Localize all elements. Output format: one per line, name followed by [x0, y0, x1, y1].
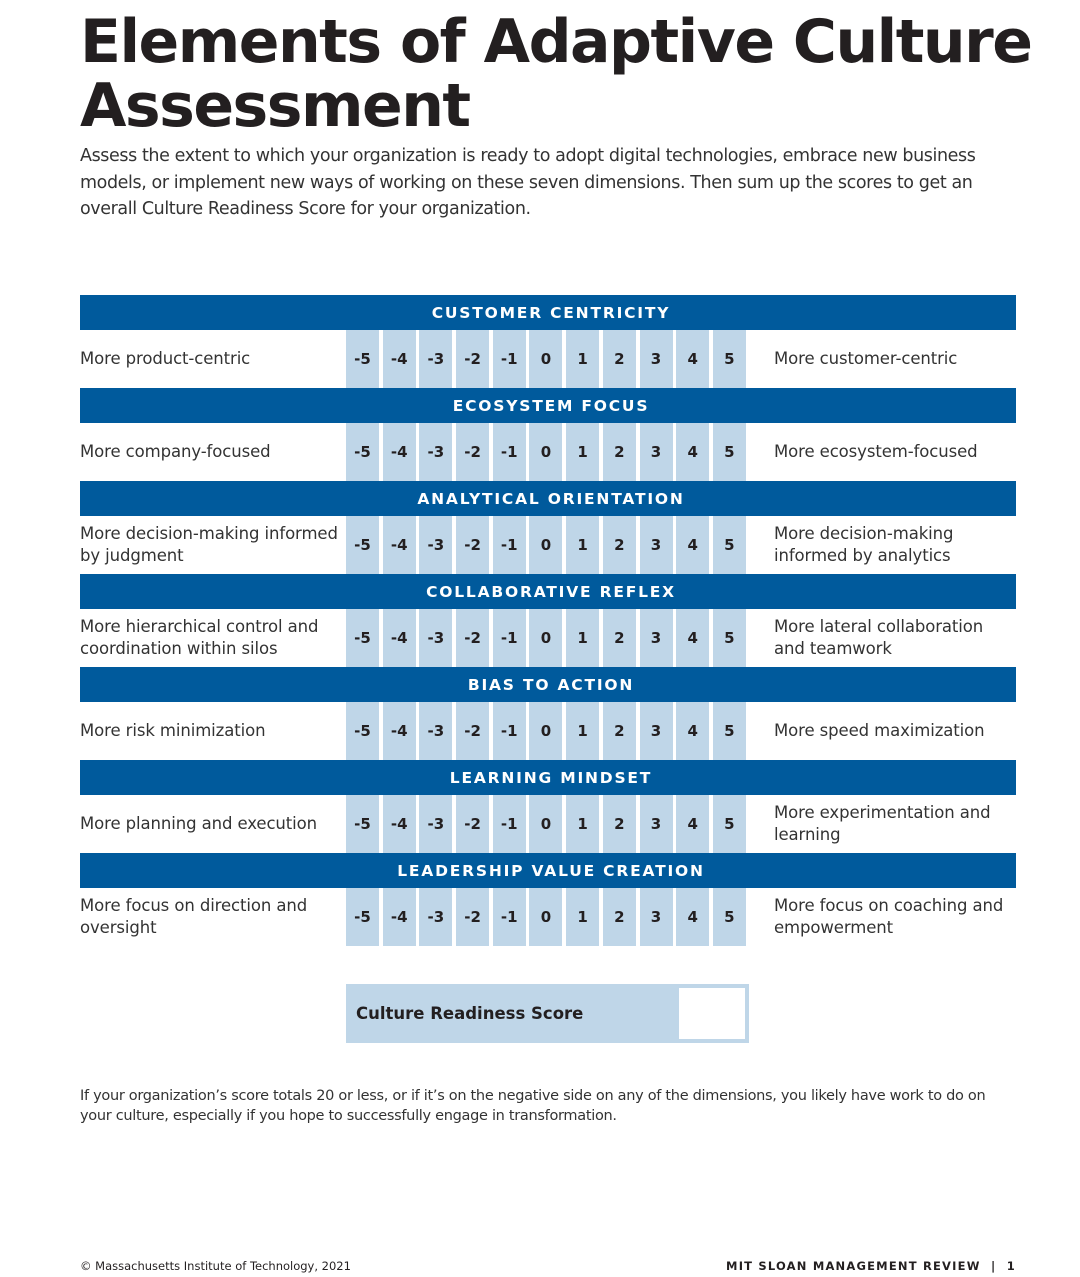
rating-option[interactable]: 1 — [566, 330, 599, 388]
publication-page: MIT SLOAN MANAGEMENT REVIEW | 1 — [726, 1259, 1016, 1273]
left-pole-label: More focus on direction and oversight — [80, 896, 308, 937]
rating-option[interactable]: -1 — [493, 330, 526, 388]
rating-option[interactable]: 0 — [529, 423, 562, 481]
rating-scale — [346, 423, 749, 481]
right-pole-label: More speed maximization — [774, 721, 985, 740]
rating-option[interactable]: -4 — [383, 795, 416, 853]
score-input-field[interactable] — [679, 988, 745, 1039]
rating-option[interactable]: 4 — [676, 795, 709, 853]
rating-option[interactable]: -3 — [419, 702, 452, 760]
dimension-row — [80, 516, 1016, 574]
rating-option[interactable]: 0 — [529, 702, 562, 760]
rating-scale — [346, 795, 749, 853]
rating-option[interactable]: -1 — [493, 516, 526, 574]
right-pole-label: More customer-centric — [774, 349, 958, 368]
score-note: If your organization’s score totals 20 or less, or if it’s on the negative side on any of the dimensions, you likely have work to do on your culture, especially if you hope to successfully engage in transformation. — [80, 1088, 986, 1124]
dimension-row — [80, 609, 1016, 667]
rating-option[interactable]: -5 — [346, 702, 379, 760]
rating-option[interactable]: 3 — [640, 888, 673, 946]
dimension-header: LEARNING MINDSET — [80, 760, 1016, 795]
rating-option[interactable]: 3 — [640, 702, 673, 760]
rating-scale — [346, 609, 749, 667]
rating-option[interactable]: 5 — [713, 423, 746, 481]
rating-option[interactable]: -3 — [419, 423, 452, 481]
rating-option[interactable]: 2 — [603, 888, 636, 946]
rating-option[interactable]: -5 — [346, 888, 379, 946]
rating-option[interactable]: 5 — [713, 795, 746, 853]
rating-option[interactable]: -4 — [383, 516, 416, 574]
rating-option[interactable]: 4 — [676, 516, 709, 574]
rating-option[interactable]: -2 — [456, 609, 489, 667]
rating-option[interactable]: 1 — [566, 516, 599, 574]
rating-option[interactable]: -2 — [456, 330, 489, 388]
rating-option[interactable]: -5 — [346, 330, 379, 388]
dimension-header: LEADERSHIP VALUE CREATION — [80, 853, 1016, 888]
left-pole-label: More risk minimization — [80, 721, 266, 740]
rating-option[interactable]: -5 — [346, 609, 379, 667]
rating-option[interactable]: 2 — [603, 516, 636, 574]
page-title: Elements of Adaptive Culture Assessment — [80, 7, 1032, 141]
rating-option[interactable]: 1 — [566, 888, 599, 946]
rating-option[interactable]: -5 — [346, 423, 379, 481]
rating-option[interactable]: 2 — [603, 423, 636, 481]
rating-option[interactable]: 3 — [640, 516, 673, 574]
rating-option[interactable]: 4 — [676, 330, 709, 388]
rating-option[interactable]: -1 — [493, 888, 526, 946]
rating-option[interactable]: -4 — [383, 330, 416, 388]
rating-option[interactable]: -4 — [383, 888, 416, 946]
rating-scale — [346, 516, 749, 574]
rating-option[interactable]: 1 — [566, 423, 599, 481]
rating-option[interactable]: 0 — [529, 795, 562, 853]
rating-option[interactable]: -1 — [493, 423, 526, 481]
right-pole-label: More focus on coaching and empowerment — [774, 896, 1004, 937]
dimension-header: ANALYTICAL ORIENTATION — [80, 481, 1016, 516]
left-pole-label: More company-focused — [80, 442, 271, 461]
rating-option[interactable]: -2 — [456, 795, 489, 853]
rating-option[interactable]: 2 — [603, 795, 636, 853]
left-pole-label: More decision-making informed by judgment — [80, 524, 338, 565]
rating-scale — [346, 888, 749, 946]
rating-scale — [346, 330, 749, 388]
rating-option[interactable]: -1 — [493, 702, 526, 760]
rating-option[interactable]: 0 — [529, 888, 562, 946]
dimension-row — [80, 888, 1016, 946]
copyright: © Massachusetts Institute of Technology, 2021 — [80, 1259, 351, 1273]
dimension-header: COLLABORATIVE REFLEX — [80, 574, 1016, 609]
dimension-row — [80, 702, 1016, 760]
rating-option[interactable]: -1 — [493, 609, 526, 667]
right-pole-label: More experimentation and learning — [774, 803, 991, 844]
left-pole-label: More product-centric — [80, 349, 251, 368]
culture-readiness-score-box — [346, 984, 749, 1043]
rating-option[interactable]: 5 — [713, 609, 746, 667]
rating-option[interactable]: 3 — [640, 330, 673, 388]
rating-option[interactable]: 2 — [603, 702, 636, 760]
dimension-row — [80, 795, 1016, 853]
rating-option[interactable]: 5 — [713, 330, 746, 388]
rating-option[interactable]: -2 — [456, 702, 489, 760]
right-pole-label: More ecosystem-focused — [774, 442, 978, 461]
rating-option[interactable]: -4 — [383, 423, 416, 481]
right-pole-label: More lateral collaboration and teamwork — [774, 617, 984, 658]
rating-option[interactable]: -5 — [346, 795, 379, 853]
rating-option[interactable]: 1 — [566, 702, 599, 760]
assessment-table — [80, 295, 1016, 946]
rating-option[interactable]: -4 — [383, 702, 416, 760]
rating-option[interactable]: 5 — [713, 516, 746, 574]
rating-option[interactable]: 4 — [676, 609, 709, 667]
rating-option[interactable]: 2 — [603, 330, 636, 388]
rating-option[interactable]: 3 — [640, 609, 673, 667]
rating-option[interactable]: 1 — [566, 795, 599, 853]
rating-option[interactable]: -3 — [419, 888, 452, 946]
rating-option[interactable]: -3 — [419, 609, 452, 667]
rating-option[interactable]: 4 — [676, 423, 709, 481]
right-pole-label: More decision-making informed by analytics — [774, 524, 954, 565]
left-pole-label: More planning and execution — [80, 814, 317, 833]
rating-option[interactable]: -2 — [456, 888, 489, 946]
rating-option[interactable]: -2 — [456, 516, 489, 574]
dimension-header: BIAS TO ACTION — [80, 667, 1016, 702]
rating-option[interactable]: -3 — [419, 516, 452, 574]
rating-option[interactable]: -3 — [419, 330, 452, 388]
intro-text: Assess the extent to which your organization is ready to adopt digital technologies, embrace new business models, or implement new ways of working on these seven dimensions. Then sum up the scores to get an overall Culture Readiness Score for your organization. — [80, 146, 976, 219]
rating-option[interactable]: 1 — [566, 609, 599, 667]
score-label: Culture Readiness Score — [356, 1004, 584, 1023]
rating-option[interactable]: 4 — [676, 888, 709, 946]
rating-option[interactable]: 2 — [603, 609, 636, 667]
dimension-row — [80, 330, 1016, 388]
rating-option[interactable]: -1 — [493, 795, 526, 853]
rating-option[interactable]: -2 — [456, 423, 489, 481]
dimension-header: ECOSYSTEM FOCUS — [80, 388, 1016, 423]
rating-option[interactable]: 0 — [529, 516, 562, 574]
dimension-row — [80, 423, 1016, 481]
rating-scale — [346, 702, 749, 760]
dimension-header: CUSTOMER CENTRICITY — [80, 295, 1016, 330]
rating-option[interactable]: 4 — [676, 702, 709, 760]
rating-option[interactable]: 0 — [529, 609, 562, 667]
rating-option[interactable]: -4 — [383, 609, 416, 667]
rating-option[interactable]: 3 — [640, 795, 673, 853]
rating-option[interactable]: -5 — [346, 516, 379, 574]
rating-option[interactable]: 5 — [713, 888, 746, 946]
rating-option[interactable]: 3 — [640, 423, 673, 481]
rating-option[interactable]: 5 — [713, 702, 746, 760]
rating-option[interactable]: -3 — [419, 795, 452, 853]
left-pole-label: More hierarchical control and coordination within silos — [80, 617, 319, 658]
rating-option[interactable]: 0 — [529, 330, 562, 388]
